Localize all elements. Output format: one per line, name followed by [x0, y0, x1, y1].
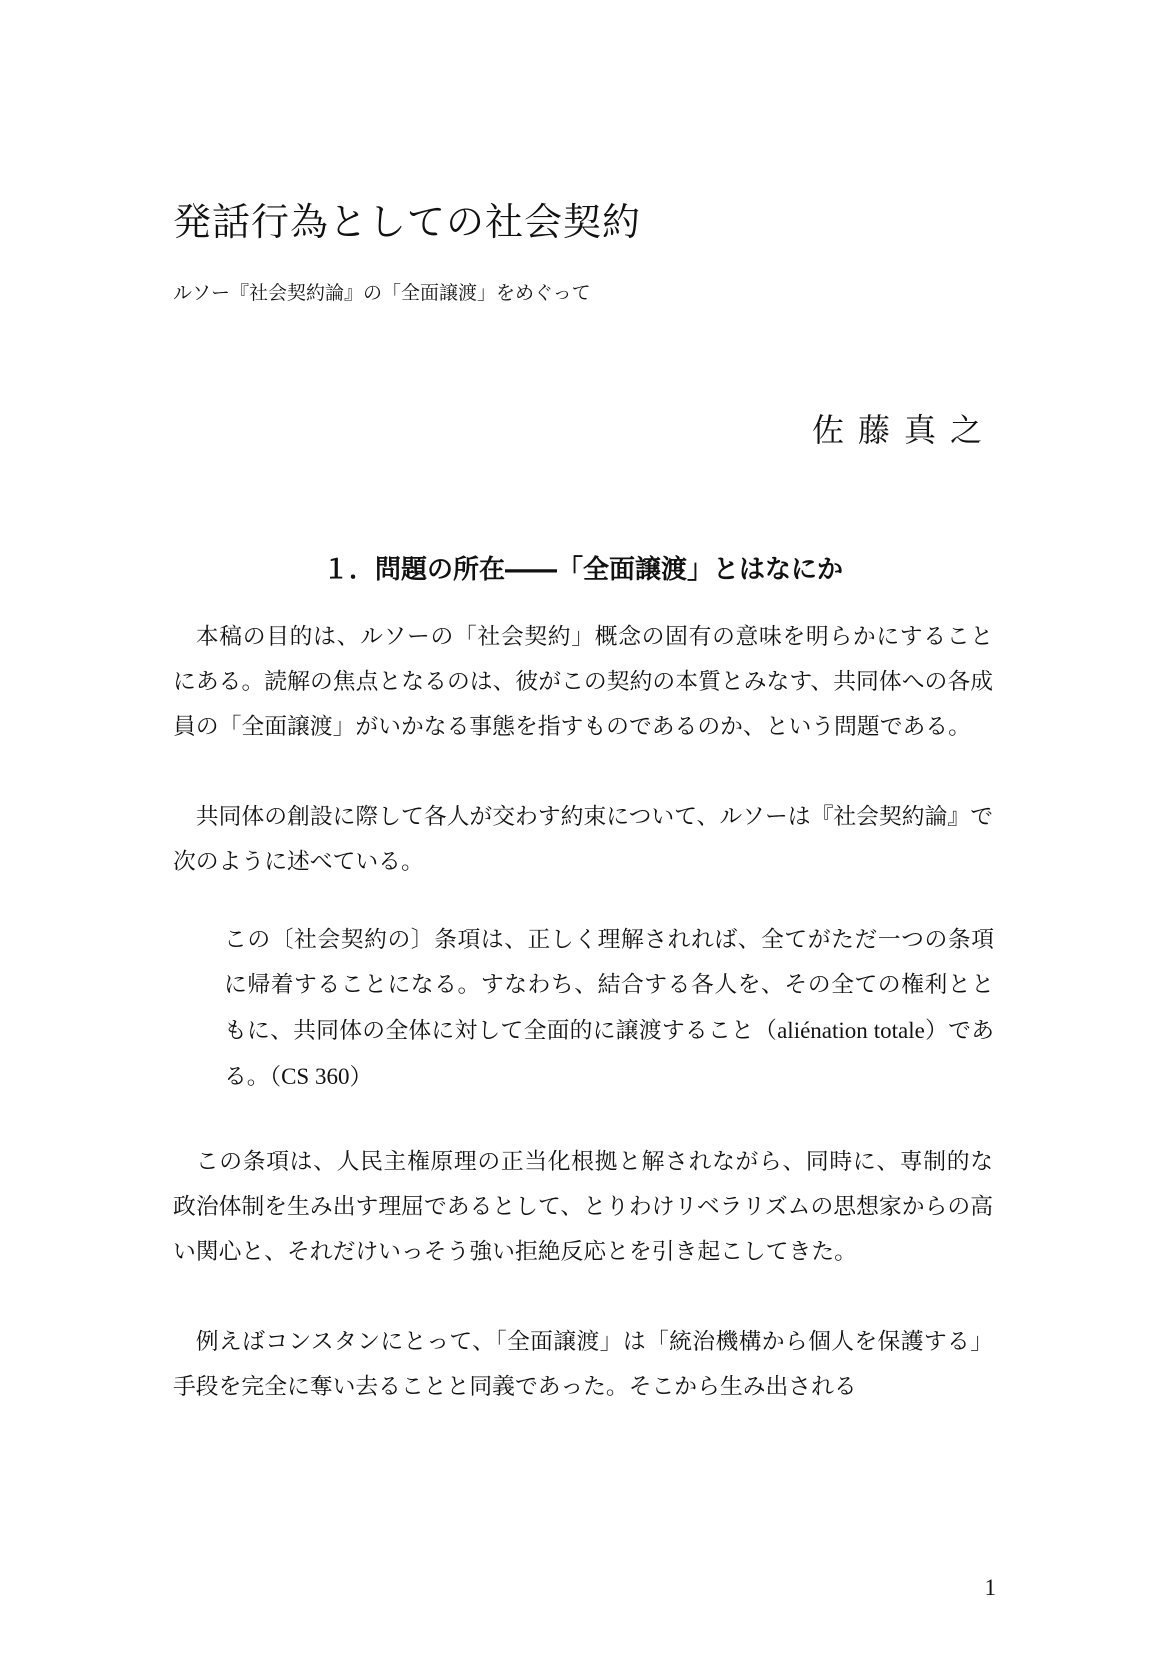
quote-close-paren: ） — [924, 1018, 949, 1044]
quote-text: この〔社会契約の〕条項は、正しく理解されれば、全てがただ一つの条項に帰着することになる。すなわち、結合する各人を、その全ての権利とともに、共同体の全体に対して全面的に譲渡すること — [224, 927, 994, 1044]
block-quote — [224, 918, 994, 1100]
body-paragraph-3: この条項は、人民主権原理の正当化根拠と解されながら、同時に、専制的な政治体制を生み出す理屈であるとして、とりわけリベラリズムの思想家からの高い関心と、それだけいっそう強い拒絶反応とを引き起こしてきた。 — [173, 1149, 994, 1265]
paper-subtitle: ルソー『社会契約論』の「全面譲渡」をめぐって — [173, 282, 591, 304]
author-name: 佐藤真之 — [811, 411, 996, 449]
quote-text-end: である。 — [224, 1018, 995, 1090]
body-paragraph-1: 本稿の目的は、ルソーの「社会契約」概念の固有の意味を明らかにすることにある。読解の焦点となるのは、彼がこの契約の本質とみなす、共同体への各成員の「全面譲渡」がいかなる事態を指すものであるのか、という問題である。 — [173, 624, 993, 740]
quote-citation: （CS 360） — [269, 1064, 373, 1089]
paper-title: 発話行為としての社会契約 — [173, 200, 642, 244]
section-heading: １．問題の所在――「全面譲渡」とはなにか — [322, 555, 843, 585]
quote-open-paren: （ — [754, 1018, 778, 1044]
quote-latin-term: aliénation totale — [777, 1018, 925, 1043]
page-number: 1 — [984, 1575, 996, 1600]
body-paragraph-4: 例えばコンスタンにとって、「全面譲渡」は「統治機構から個人を保護する」手段を完全に奪い去ることと同義であった。そこから生み出される — [173, 1329, 993, 1400]
body-paragraph-2: 共同体の創設に際して各人が交わす約束について、ルソーは『社会契約論』で次のように述べている。 — [173, 804, 993, 875]
